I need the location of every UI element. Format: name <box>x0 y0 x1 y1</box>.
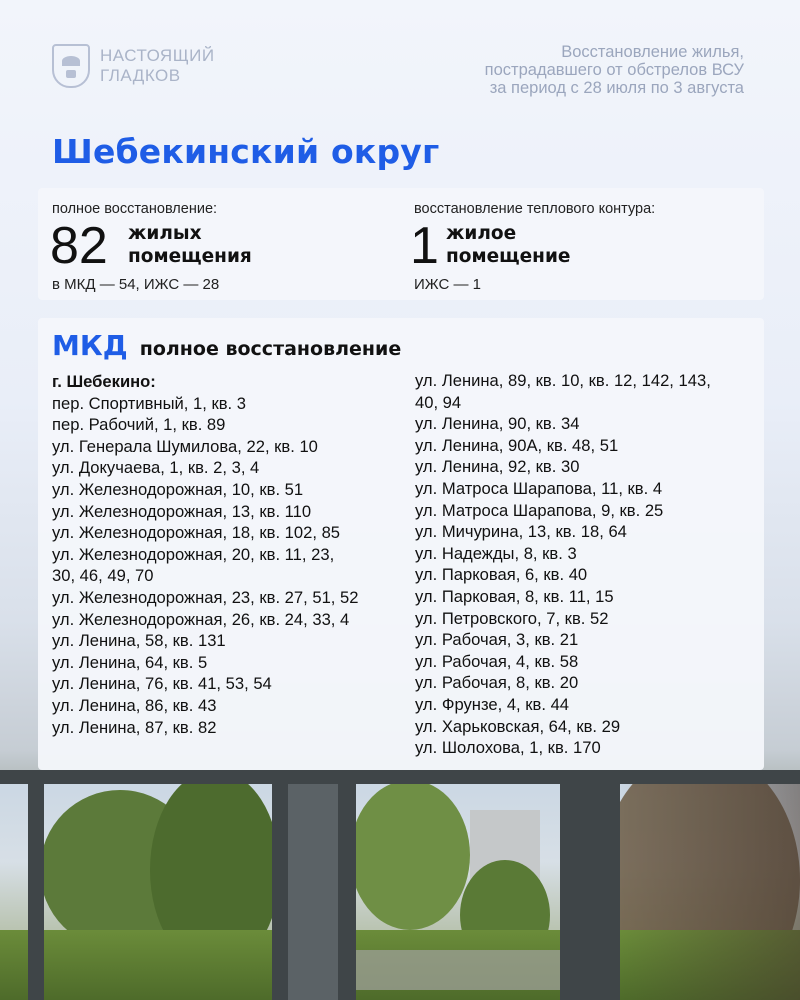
address-item: ул. Шолохова, 1, кв. 170 <box>415 738 601 758</box>
address-item: ул. Харьковская, 64, кв. 29 <box>415 716 621 736</box>
address-item: ул. Ленина, 92, кв. 30 <box>415 457 580 477</box>
list-heading-sub: полное восстановление <box>139 338 402 360</box>
address-item: ул. Парковая, 8, кв. 11, 15 <box>415 586 614 606</box>
window-frame <box>28 770 44 1000</box>
stat-breakdown: ИЖС — 1 <box>414 276 481 293</box>
window-frame <box>288 770 338 1000</box>
window-photo <box>0 770 800 1000</box>
address-item: ул. Матроса Шарапова, 9, кв. 25 <box>415 500 664 520</box>
address-list-card <box>38 318 764 770</box>
tree <box>350 780 470 930</box>
address-item: ул. Железнодорожная, 13, кв. 110 <box>52 501 312 521</box>
address-item: ул. Ленина, 87, кв. 82 <box>52 717 217 737</box>
stat-unit: жилое помещение <box>446 223 571 267</box>
header-subtitle: Восстановление жилья, пострадавшего от обстрелов ВСУ за период с 28 июля по 3 августа <box>484 43 744 97</box>
address-item: ул. Петровского, 7, кв. 52 <box>415 608 609 628</box>
address-item: ул. Рабочая, 3, кв. 21 <box>415 630 579 650</box>
address-item: ул. Докучаева, 1, кв. 2, 3, 4 <box>52 458 260 478</box>
address-list-right <box>415 370 755 759</box>
address-item: ул. Генерала Шумилова, 22, кв. 10 <box>52 436 318 456</box>
address-item: ул. Фрунзе, 4, кв. 44 <box>415 694 570 714</box>
address-item: 30, 46, 49, 70 <box>52 566 154 586</box>
address-column-left <box>52 371 402 738</box>
address-column-right <box>415 370 755 759</box>
address-list-left <box>52 393 402 739</box>
city-label: г. Шебекино: <box>52 372 156 391</box>
address-item: 40, 94 <box>415 392 462 412</box>
fog <box>620 770 800 1000</box>
address-item: ул. Железнодорожная, 18, кв. 102, 85 <box>52 523 341 543</box>
address-item: ул. Железнодорожная, 20, кв. 11, 23, <box>52 544 335 564</box>
address-item: ул. Рабочая, 4, кв. 58 <box>415 651 579 671</box>
address-item: ул. Рабочая, 8, кв. 20 <box>415 673 579 693</box>
address-item: ул. Железнодорожная, 26, кв. 24, 33, 4 <box>52 609 350 629</box>
address-item: ул. Железнодорожная, 23, кв. 27, 51, 52 <box>52 587 359 607</box>
stat-unit: жилых помещения <box>128 223 252 267</box>
stat-breakdown: в МКД — 54, ИЖС — 28 <box>52 276 220 293</box>
address-item: ул. Железнодорожная, 10, кв. 51 <box>52 479 304 499</box>
window-frame <box>560 770 620 1000</box>
logo-text: НАСТОЯЩИЙ ГЛАДКОВ <box>100 46 215 85</box>
address-item: ул. Ленина, 76, кв. 41, 53, 54 <box>52 674 272 694</box>
stat-caption: восстановление теплового контура: <box>414 201 656 217</box>
page-title: Шебекинский округ <box>52 132 440 171</box>
address-item: ул. Ленина, 90, кв. 34 <box>415 414 580 434</box>
window-frame <box>0 770 800 784</box>
address-item: пер. Спортивный, 1, кв. 3 <box>52 393 246 413</box>
logo <box>52 44 215 88</box>
stats-card <box>38 188 764 300</box>
address-item: ул. Ленина, 86, кв. 43 <box>52 695 217 715</box>
stat-number: 1 <box>410 217 439 275</box>
list-heading-mkd: МКД <box>52 329 128 362</box>
address-item: ул. Мичурина, 13, кв. 18, 64 <box>415 522 627 542</box>
address-item: ул. Ленина, 90А, кв. 48, 51 <box>415 435 619 455</box>
address-item: ул. Парковая, 6, кв. 40 <box>415 565 588 585</box>
stat-caption: полное восстановление: <box>52 201 218 217</box>
coat-of-arms-icon <box>52 44 90 88</box>
address-item: ул. Ленина, 89, кв. 10, кв. 12, 142, 143, <box>415 371 711 390</box>
address-item: ул. Надежды, 8, кв. 3 <box>415 543 577 563</box>
address-item: ул. Ленина, 64, кв. 5 <box>52 652 208 672</box>
address-item: пер. Рабочий, 1, кв. 89 <box>52 415 226 435</box>
address-item: ул. Матроса Шарапова, 11, кв. 4 <box>415 478 663 498</box>
stat-number: 82 <box>50 217 108 275</box>
list-heading <box>52 329 401 362</box>
address-item: ул. Ленина, 58, кв. 131 <box>52 631 226 651</box>
